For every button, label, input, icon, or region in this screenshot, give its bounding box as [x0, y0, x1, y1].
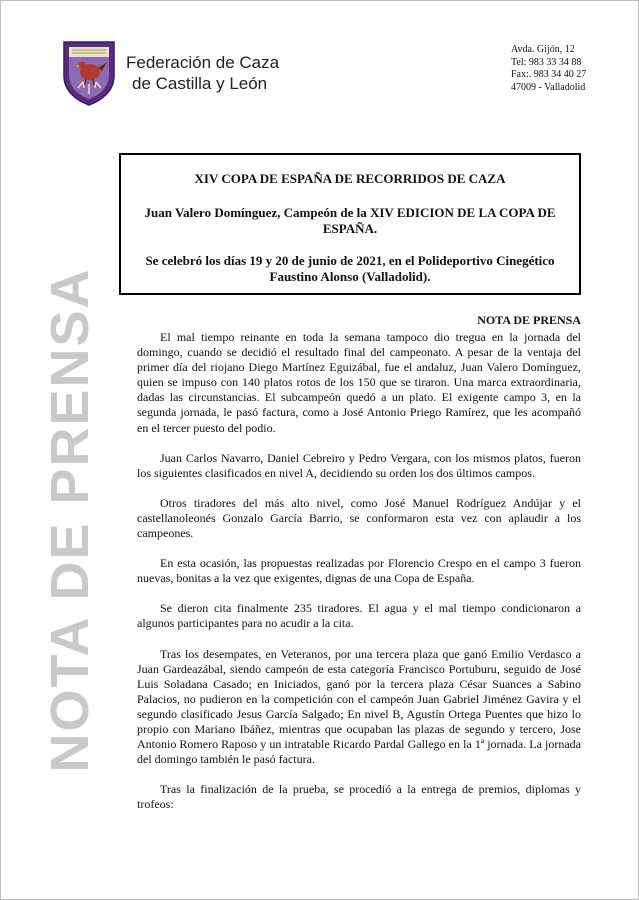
address-street: Avda. Gijón, 12 — [511, 44, 575, 55]
contact-address — [511, 44, 586, 94]
federation-shield-icon — [60, 38, 118, 106]
event-date-location: Se celebró los días 19 y 20 de junio de 2021, en el Polideportivo Cinegético Faustino Alonso (Valladolid). — [145, 253, 555, 284]
article-body — [137, 330, 581, 827]
address-phone: Tel: 983 33 34 88 — [511, 56, 582, 68]
event-champion-headline: Juan Valero Domínguez, Campeón de la XIV EDICION DE LA COPA DE ESPAÑA. — [144, 205, 556, 236]
paragraph: Se dieron cita finalmente 235 tiradores. El agua y el mal tiempo condicionaron a algunos participantes para no acudir a la cita. — [137, 601, 581, 631]
paragraph: Tras los desempates, en Veteranos, por una tercera plaza que ganó Emilio Verdasco a Juan Gardeazábal, siendo campeón de esta categoría Francisco Portuburu, seguido de José Luis Soladana Casado; en Iniciados, ganó por la tercera plaza César Suances a Sabino Palacios, no pudieron en la competición con el campeón Juan Gabriel Jiménez Gavira y el segundo clasificado Jesus García Salgado; En nivel B, Agustín Ortega Puentes que hizo lo propio con Mariano Ibáñez, mientras que ocupaban las plazas de segundo y tercero, Jose Antonio Romero Raposo y un intratable Ricardo Pardal Gallego en la 1ª jornada. La jornada del domingo también le pasó factura. — [137, 646, 581, 767]
address-fax: Fax:. 983 34 40 27 — [511, 69, 587, 80]
event-title: XIV COPA DE ESPAÑA DE RECORRIDOS DE CAZA — [194, 171, 506, 186]
paragraph: El mal tiempo reinante en toda la semana tampoco dio tregua en la jornada del domingo, cuando se decidió el resultado final del campeonato. A pesar de la ventaja del primer día del riojano Diego Martínez Eguizábal, fue el andaluz, Juan Valero Domínguez, quien se impuso con 140 platos rotos de los 150 que se tiraron. Una marca extraordinaria, dadas las circunstancias. El subcampeón quedó a un plato. El exigente campo 3, en la segunda jornada, le pasó factura, como a José Antonio Priego Ramírez, que les acompañó en el tercer puesto del podio. — [137, 330, 581, 435]
title-box — [119, 153, 581, 295]
press-release-label: NOTA DE PRENSA — [477, 313, 581, 327]
organization-name-line2: de Castilla y León — [132, 74, 268, 93]
paragraph: En esta ocasión, las propuestas realizadas por Florencio Crespo en el campo 3 fueron nuevas, bonitas a la vez que exigentes, dignas de una Copa de España. — [137, 556, 581, 586]
paragraph: Tras la finalización de la prueba, se procedió a la entrega de premios, diplomas y trofeos: — [137, 782, 581, 812]
organization-name-line1: Federación de Caza — [126, 53, 280, 72]
paragraph: Juan Carlos Navarro, Daniel Cebreiro y Pedro Vergara, con los mismos platos, fueron los siguientes clasificados en nivel A, decidiendo su orden los dos últimos campos. — [137, 450, 581, 480]
address-city: 47009 - Valladolid — [511, 81, 586, 93]
organization-name — [126, 52, 279, 94]
federation-logo — [60, 38, 118, 106]
paragraph: Otros tiradores del más alto nivel, como José Manuel Rodríguez Andújar y el castellanoleonés Gonzalo García Barrio, se conformaron esta vez con aplaudir a los campeones. — [137, 495, 581, 541]
side-stamp-text: NOTA DE PRENSA — [40, 267, 100, 773]
